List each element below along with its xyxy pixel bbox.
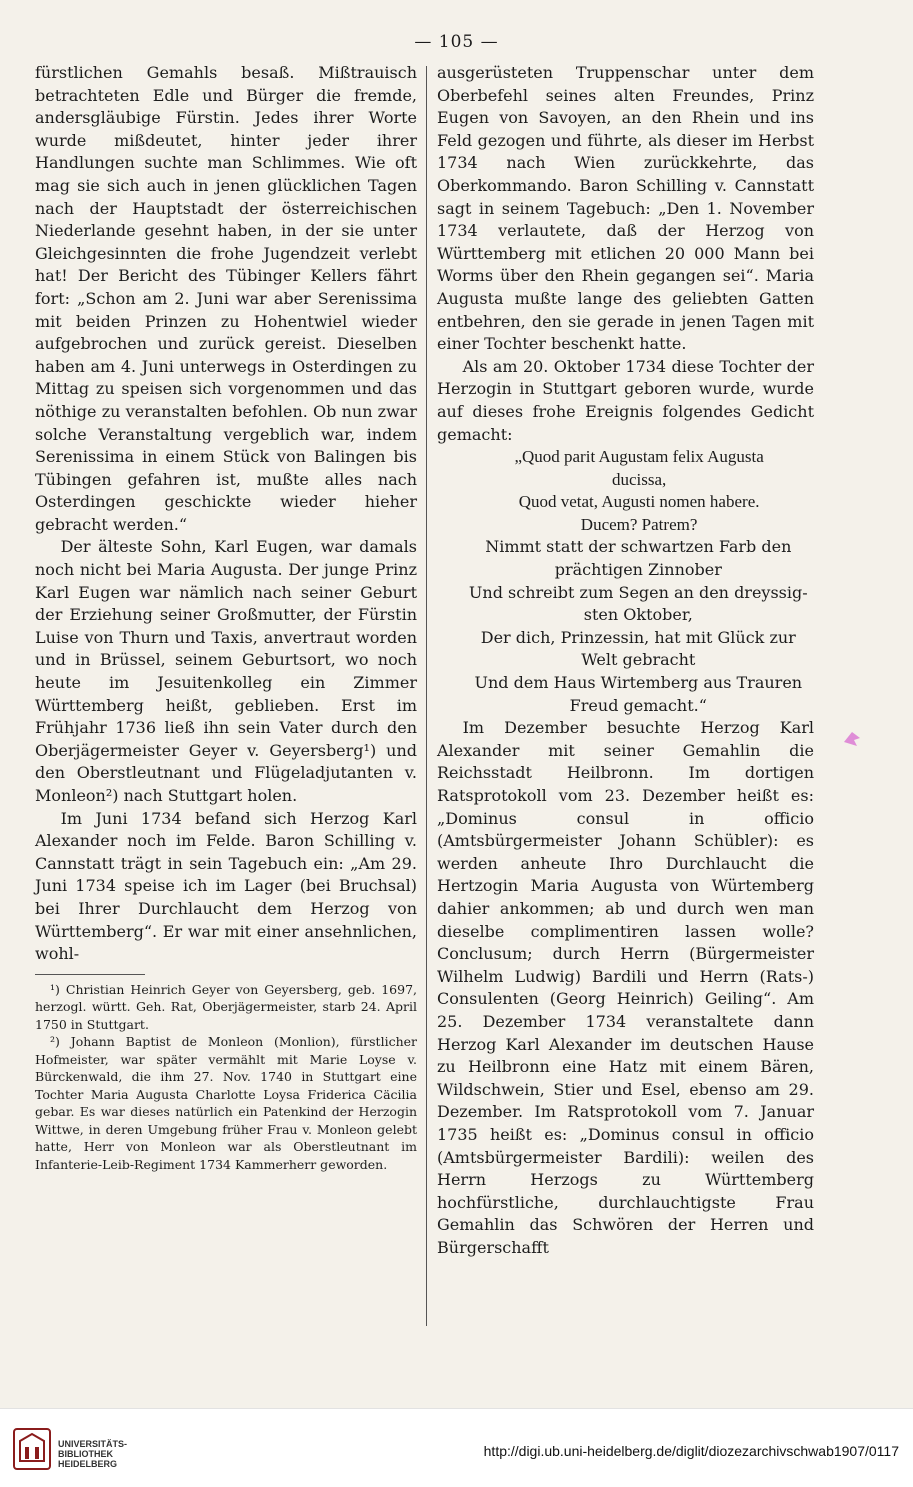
library-name-line: HEIDELBERG xyxy=(58,1459,118,1469)
library-name-line: UNIVERSITÄTS- xyxy=(58,1439,128,1449)
right-column xyxy=(437,62,814,1259)
poem-line-continuation: sten Oktober, xyxy=(583,605,693,625)
poem-line: ducissa, xyxy=(611,469,667,489)
poem-line: Und dem Haus Wirtemberg aus Trauren xyxy=(474,673,803,693)
column-divider xyxy=(426,66,427,1326)
footnote: ²) Johann Baptist de Monleon (Monlion), fürstlicher Hofmeister, war später vermählt mit Marie Loyse v. Bürckenwald, die ihm 27. Nov. 1740 in Stuttgart eine Tochter Maria Augusta Charlotte Loysa Friderica Cäcilia gebar. Es war dieses natürlich ein Patenkind der Herzogin Wittwe, in deren Umgebung früher Frau v. Monleon gelebt hatte, Herr von Monleon war als Oberstleutnant im Infanterie-Leib-Regiment 1734 Kammerherr geworden. xyxy=(35,1034,417,1172)
library-name-line: BIBLIOTHEK xyxy=(58,1449,113,1459)
poem-line: Ducem? Patrem? xyxy=(580,514,698,534)
poem-line: Nimmt statt der schwartzen Farb den xyxy=(485,537,792,557)
poem-line: Der dich, Prinzessin, hat mit Glück zur xyxy=(480,627,796,647)
paragraph: ausgerüsteten Truppenschar unter dem Oberbefehl seines alten Freundes, Prinz Eugen von Savoyen, an den Rhein und ins Feld gezogen und führte, als dieser im Herbst 1734 nach Wien zurückkehrte, das Oberkommando. Baron Schilling v. Cannstatt sagt in seinem Tagebuch: „Den 1. November 1734 verlautete, daß der Herzog von Württemberg mit etlichen 20 000 Mann bei Worms über den Rhein gegangen sei“. Maria Augusta mußte lange des geliebten Gatten entbehren, den sie gerade in jenen Tagen mit einer Tochter beschenkt hatte. xyxy=(437,63,814,354)
poem-line-continuation: prächtigen Zinnober xyxy=(554,560,722,580)
left-column xyxy=(35,62,417,1173)
german-poem xyxy=(437,536,814,717)
footer-bar xyxy=(0,1408,913,1487)
poem-line-continuation: Welt gebracht xyxy=(581,650,696,670)
poem-line-continuation: Freud gemacht.“ xyxy=(569,695,707,715)
footnote: ¹) Christian Heinrich Geyer von Geyersberg, geb. 1697, herzogl. württ. Geh. Rat, Oberjägermeister, starb 24. April 1750 in Stuttgart. xyxy=(35,981,417,1032)
paragraph: fürstlichen Gemahls besaß. Mißtrauisch betrachteten Edle und Bürger die fremde, andersgläubige Fürstin. Jedes ihrer Worte wurde mißdeutet, hinter jeder ihrer Handlungen suchte man Schlimmes. Wie oft mag sie sich auch in jenen glücklichen Tagen nach der Hauptstadt der österreichischen Niederlande gesehnt haben, in der sie unter Gleichgesinnten die frohe Jugendzeit verlebt hat! Der Bericht des Tübinger Kellers fährt fort: „Schon am 2. Juni war aber Serenissima mit beiden Prinzen zu Hohentwiel wieder aufgebrochen und zurück gereist. Dieselben haben am 4. Juni unterwegs in Osterdingen zu Mittag zu speisen sich vorgenommen und das nöthige zu veranstalten befohlen. Ob nun zwar solche Veranstaltung vergeblich war, indem Serenissima in einem Stück von Balingen bis Tübingen gefahren ist, mußte alles nach Osterdingen geschickte wieder hieher gebracht werden.“ xyxy=(35,63,417,534)
poem-line: Quod vetat, Augusti nomen habere. xyxy=(518,492,760,512)
library-name xyxy=(58,1439,127,1469)
footnotes xyxy=(35,981,417,1174)
page-number: — 105 — xyxy=(414,32,499,52)
poem-line: Und schreibt zum Segen an den dreyssig- xyxy=(468,582,808,602)
paragraph: Der älteste Sohn, Karl Eugen, war damals noch nicht bei Maria Augusta. Der junge Prinz Karl Eugen war nämlich nach seiner Geburt der Erziehung seiner Großmutter, der Fürstin Luise von Thurn und Taxis, anvertraut worden und in Brüssel, seinem Geburtsort, wo noch heute im Jesuitenkolleg ein Zimmer Württemberg heißt, geblieben. Erst im Frühjahr 1736 ließ ihn sein Vater durch den Oberjägermeister Geyer v. Geyersberg¹) und den Oberstleutnant und Flügeladjutanten v. Monleon²) nach Stuttgart holen. xyxy=(35,537,417,805)
pink-mark-icon xyxy=(842,726,862,748)
latin-poem xyxy=(437,446,814,536)
footnote-divider xyxy=(35,974,145,975)
paragraph: Im Dezember besuchte Herzog Karl Alexander mit seiner Gemahlin die Reichsstadt Heilbronn. Im dortigen Ratsprotokoll vom 23. Dezember heißt es: „Dominus consul in officio (Amtsbürgermeister Johann Schübler): es werden anheute Ihro Durchlaucht die Hertzogin Maria Augusta von Würtemberg dahier ankommen; ab und durch wen man dieselbe complimentiren lassen wolle? Conclusum; durch Herrn (Bürgermeister Wilhelm Ludwig) Bardili und Herrn (Rats-) Consulenten (Georg Heinrich) Geiling“. Am 25. Dezember 1734 veranstaltete dann Herzog Karl Alexander im deutschen Hause zu Heilbronn eine Hatz mit einem Bären, Wildschwein, Stier und Esel, ebenso am 29. Dezember. Im Ratsprotokoll vom 7. Januar 1735 heißt es: „Dominus consul in officio (Amtsbürgermeister Bardili): weilen des Herrn Herzogs zu Württemberg hochfürstliche, durchlauchtigste Frau Gemahlin das Schwören der Herren und Bürgerschafft xyxy=(437,718,814,1257)
paragraph: Als am 20. Oktober 1734 diese Tochter der Herzogin in Stuttgart geboren wurde, wurde auf dieses frohe Ereignis folgendes Gedicht gemacht: xyxy=(437,356,814,444)
poem-line: „Quod parit Augustam felix Augusta xyxy=(514,447,764,467)
source-url-link[interactable]: http://digi.ub.uni-heidelberg.de/diglit/diozezarchivschwab1907/0117 xyxy=(483,1443,899,1459)
university-seal-icon xyxy=(12,1427,52,1471)
paragraph: Im Juni 1734 befand sich Herzog Karl Alexander noch im Felde. Baron Schilling v. Cannstatt trägt in sein Tagebuch ein: „Am 29. Juni 1734 speise ich im Lager (bei Bruchsal) bei Ihrer Durchlaucht dem Herzog von Württemberg“. Er war mit einer ansehnlichen, wohl- xyxy=(35,808,417,964)
